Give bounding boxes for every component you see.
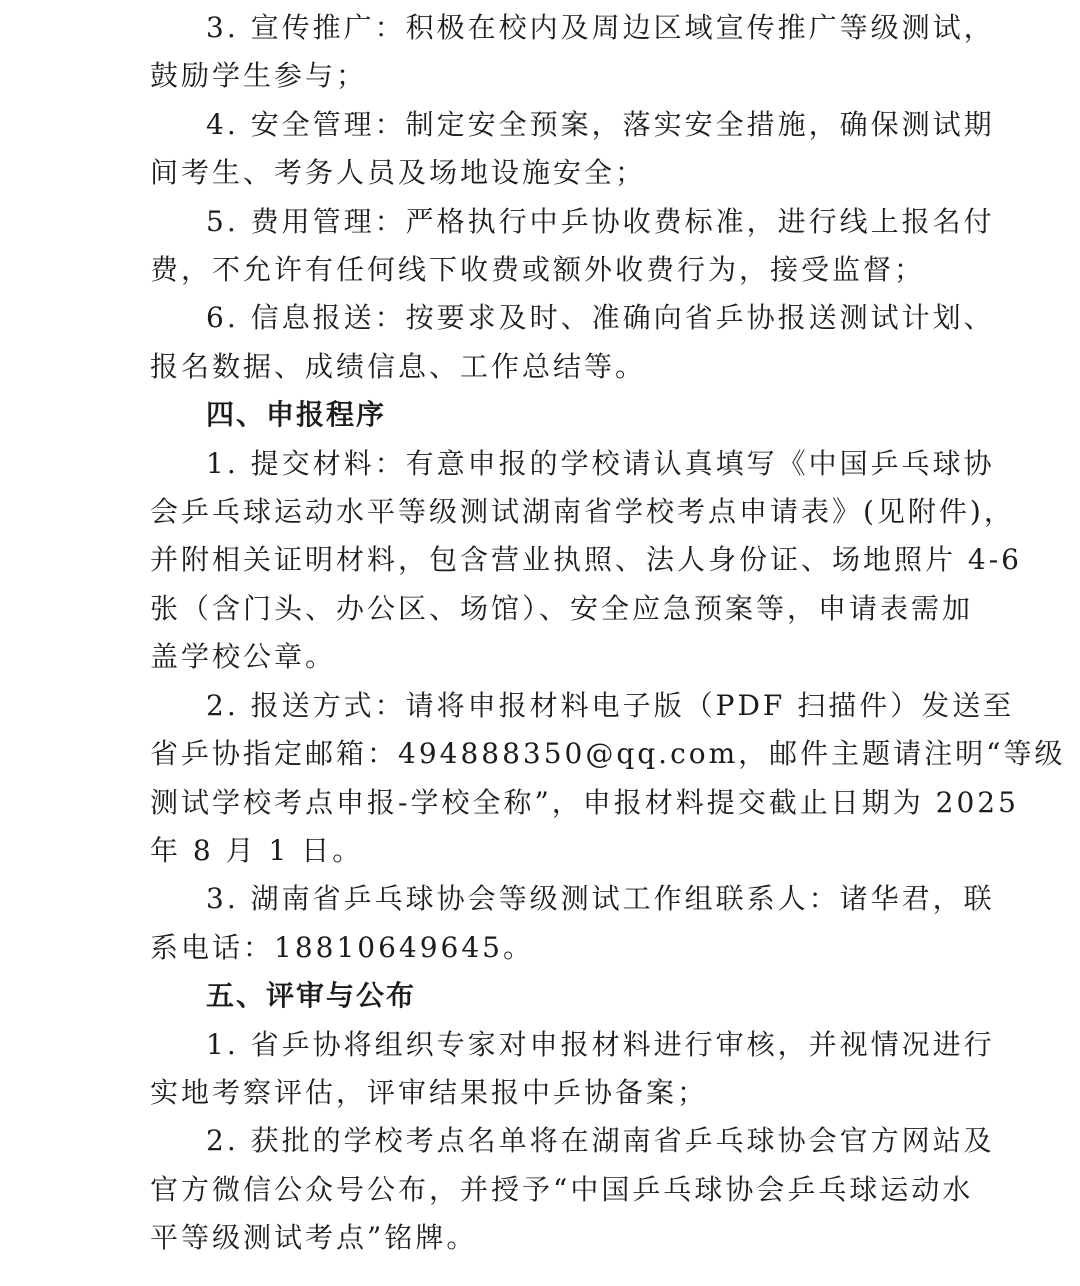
document-page xyxy=(150,0,1066,1263)
item-publicity xyxy=(150,4,995,101)
item-submit-materials xyxy=(150,440,1022,682)
paragraph-line: 张（含门头、办公区、场馆）、安全应急预案等，申请表需加 xyxy=(150,591,974,625)
paragraph-line: 间考生、考务人员及场地设施安全； xyxy=(150,156,647,190)
paragraph-line: 5. 费用管理：严格执行中乒协收费标准，进行线上报名付 xyxy=(206,204,995,238)
paragraph-line: 4. 安全管理：制定安全预案，落实安全措施，确保测试期 xyxy=(206,107,995,141)
paragraph-line: 年 8 月 1 日。 xyxy=(150,833,364,867)
paragraph-line: 鼓励学生参与； xyxy=(150,59,368,93)
item-contact xyxy=(150,875,995,972)
paragraph-line: 并附相关证明材料，包含营业执照、法人身份证、场地照片 4-6 xyxy=(150,543,1022,577)
paragraph-line: 官方微信公众号公布，并授予“中国乒乓球协会乒乓球运动水 xyxy=(150,1172,974,1206)
item-submission-method xyxy=(150,682,1066,876)
item-fees xyxy=(150,198,995,295)
paragraph-line: 省乒协指定邮箱：494888350@qq.com，邮件主题请注明“等级 xyxy=(150,737,1066,771)
paragraph-line: 盖学校公章。 xyxy=(150,640,337,674)
paragraph-line: 费，不允许有任何线下收费或额外收费行为，接受监督； xyxy=(150,253,926,287)
section-heading-text: 四、申报程序 xyxy=(206,398,387,432)
paragraph-line: 1. 提交材料：有意申报的学校请认真填写《中国乒乓球协 xyxy=(206,446,995,480)
paragraph-line: 6. 信息报送：按要求及时、准确向省乒协报送测试计划、 xyxy=(206,301,995,335)
section-heading-text: 五、评审与公布 xyxy=(206,979,417,1013)
paragraph-line: 2. 报送方式：请将申报材料电子版（PDF 扫描件）发送至 xyxy=(206,688,1015,722)
section-4-heading xyxy=(150,391,935,439)
paragraph-line: 3. 宣传推广：积极在校内及周边区域宣传推广等级测试， xyxy=(206,11,995,44)
paragraph-line: 实地考察评估，评审结果报中乒协备案； xyxy=(150,1075,709,1109)
item-announcement xyxy=(150,1117,995,1262)
section-5-heading xyxy=(150,972,935,1020)
paragraph-line: 报名数据、成绩信息、工作总结等。 xyxy=(150,349,647,383)
paragraph-line: 系电话：18810649645。 xyxy=(150,930,534,964)
paragraph-line: 测试学校考点申报-学校全称”，申报材料提交截止日期为 2025 xyxy=(150,785,1019,819)
item-reporting xyxy=(150,294,995,391)
paragraph-line: 会乒乓球运动水平等级测试湖南省学校考点申请表》(见附件)， xyxy=(150,495,1015,529)
paragraph-line: 1. 省乒协将组织专家对申报材料进行审核，并视情况进行 xyxy=(206,1027,995,1061)
item-safety xyxy=(150,101,995,198)
paragraph-line: 2. 获批的学校考点名单将在湖南省乒乓球协会官方网站及 xyxy=(206,1124,995,1158)
item-review xyxy=(150,1021,995,1118)
paragraph-line: 平等级测试考点”铭牌。 xyxy=(150,1221,478,1255)
paragraph-line: 3. 湖南省乒乓球协会等级测试工作组联系人：诸华君，联 xyxy=(206,882,995,916)
